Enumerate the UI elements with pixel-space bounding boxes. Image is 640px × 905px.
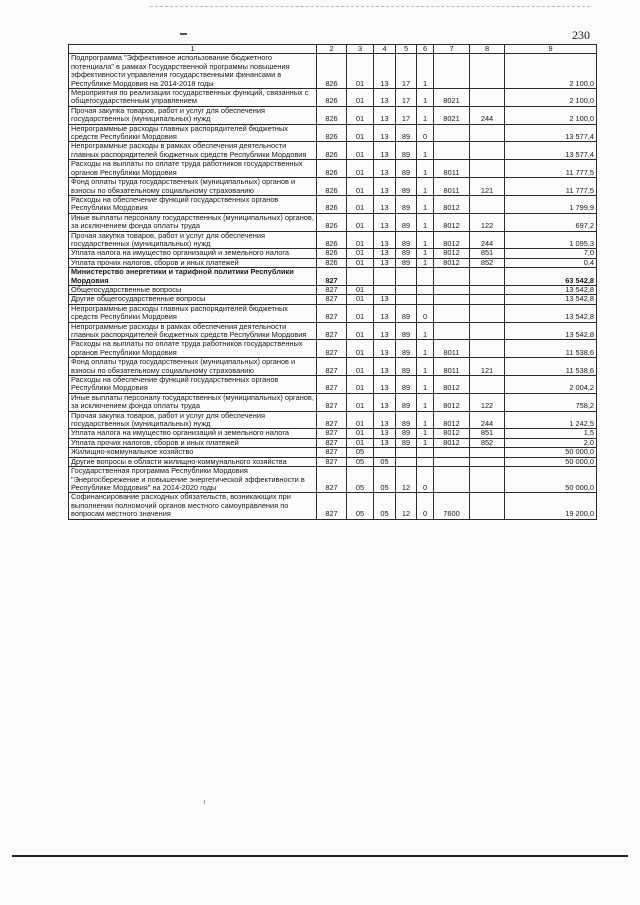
row-code: 13 [374, 195, 396, 213]
row-code: 826 [317, 195, 347, 213]
row-code: 826 [317, 178, 347, 196]
row-code: 826 [317, 106, 347, 124]
row-code: 827 [317, 304, 347, 322]
row-code: 827 [317, 448, 347, 457]
row-amount: 50 000,0 [505, 467, 597, 493]
row-code [470, 304, 505, 322]
row-code: 826 [317, 231, 347, 249]
table-row [69, 376, 597, 394]
row-amount: 13 542,8 [505, 304, 597, 322]
row-code: 13 [374, 231, 396, 249]
row-label: Уплата прочих налогов, сборов и иных платежей [69, 258, 317, 267]
row-code: 8021 [434, 89, 470, 107]
row-code [434, 457, 470, 466]
row-code: 0 [417, 304, 434, 322]
row-code: 8012 [434, 231, 470, 249]
row-code: 0 [417, 493, 434, 519]
row-amount: 1 799,9 [505, 195, 597, 213]
row-code [374, 285, 396, 294]
row-code: 89 [396, 438, 417, 447]
row-code: 1 [417, 438, 434, 447]
row-code: 1 [417, 54, 434, 89]
row-code [470, 448, 505, 457]
row-code: 13 [374, 258, 396, 267]
header-cell: 5 [396, 45, 417, 54]
row-code: 89 [396, 429, 417, 438]
row-code: 13 [374, 322, 396, 340]
row-code: 13 [374, 438, 396, 447]
row-code [434, 142, 470, 160]
row-code: 13 [374, 429, 396, 438]
row-code: 827 [317, 268, 347, 286]
row-amount: 11 777,5 [505, 160, 597, 178]
table-row [69, 249, 597, 258]
row-amount: 0,4 [505, 258, 597, 267]
row-code: 8011 [434, 160, 470, 178]
page-bottom-rule [12, 855, 628, 857]
row-label: Подпрограмма "Эффективное использование бюджетного потенциала" в рамках Государственной программы повышения эффективности управления государственными финансами в Республике Мордовия на 2014-2018 годы [69, 54, 317, 89]
row-label: Уплата прочих налогов, сборов и иных платежей [69, 438, 317, 447]
row-amount: 50 000,0 [505, 448, 597, 457]
row-code: 8012 [434, 376, 470, 394]
row-code: 826 [317, 213, 347, 231]
row-code: 89 [396, 340, 417, 358]
row-code: 852 [470, 258, 505, 267]
row-code: 1 [417, 376, 434, 394]
row-code: 7600 [434, 493, 470, 519]
row-code: 1 [417, 142, 434, 160]
row-code: 01 [347, 322, 374, 340]
row-label: Непрограммные расходы главных распорядителей бюджетных средств Республики Мордовия [69, 124, 317, 142]
row-code: 1 [417, 195, 434, 213]
row-code [470, 195, 505, 213]
row-code: 827 [317, 467, 347, 493]
row-code: 826 [317, 142, 347, 160]
row-label: Уплата налога на имущество организаций и земельного налога [69, 429, 317, 438]
row-code: 01 [347, 231, 374, 249]
row-code: 13 [374, 124, 396, 142]
row-code [374, 448, 396, 457]
row-code: 13 [374, 142, 396, 160]
table-row [69, 142, 597, 160]
table-row [69, 393, 597, 411]
row-code [434, 448, 470, 457]
row-code [434, 54, 470, 89]
row-code: 01 [347, 376, 374, 394]
header-cell: 3 [347, 45, 374, 54]
row-code [396, 285, 417, 294]
row-code [470, 322, 505, 340]
row-code: 121 [470, 178, 505, 196]
row-label: Расходы на выплаты по оплате труда работников государственных органов Республики Мордовия [69, 160, 317, 178]
row-code [470, 142, 505, 160]
row-code: 13 [374, 54, 396, 89]
row-code [470, 467, 505, 493]
row-code: 244 [470, 106, 505, 124]
row-code: 1 [417, 393, 434, 411]
row-code: 1 [417, 358, 434, 376]
row-code [434, 285, 470, 294]
row-code: 13 [374, 393, 396, 411]
table-row [69, 258, 597, 267]
row-code: 17 [396, 106, 417, 124]
row-code [417, 285, 434, 294]
row-label: Иные выплаты персоналу государственных (муниципальных) органов, за исключением фонда оплаты труда [69, 213, 317, 231]
scan-speck [204, 800, 205, 804]
row-code [470, 124, 505, 142]
row-code: 01 [347, 285, 374, 294]
row-code: 827 [317, 340, 347, 358]
table-row [69, 106, 597, 124]
table-row [69, 54, 597, 89]
row-code: 01 [347, 89, 374, 107]
row-amount: 7,0 [505, 249, 597, 258]
row-code: 13 [374, 213, 396, 231]
row-code [434, 304, 470, 322]
row-code: 1 [417, 322, 434, 340]
scan-top-line [150, 6, 590, 7]
row-amount: 2 004,2 [505, 376, 597, 394]
table-row [69, 124, 597, 142]
table-body [69, 54, 597, 519]
row-code: 01 [347, 340, 374, 358]
row-amount: 1,5 [505, 429, 597, 438]
row-code: 17 [396, 54, 417, 89]
row-code: 17 [396, 89, 417, 107]
row-code: 01 [347, 142, 374, 160]
row-code: 827 [317, 376, 347, 394]
page-number: 230 [572, 28, 590, 42]
row-code: 827 [317, 493, 347, 519]
row-code [470, 457, 505, 466]
row-code [434, 467, 470, 493]
header-cell: 8 [470, 45, 505, 54]
row-code: 01 [347, 106, 374, 124]
row-code: 827 [317, 322, 347, 340]
row-label: Фонд оплаты труда государственных (муниципальных) органов и взносы по обязательному социальному страхованию [69, 358, 317, 376]
row-code: 89 [396, 322, 417, 340]
row-code: 89 [396, 258, 417, 267]
row-code: 8011 [434, 340, 470, 358]
row-code: 01 [347, 160, 374, 178]
row-code [396, 448, 417, 457]
table-row [69, 160, 597, 178]
row-code: 827 [317, 438, 347, 447]
row-code: 1 [417, 429, 434, 438]
row-code: 12 [396, 493, 417, 519]
row-code: 1 [417, 231, 434, 249]
row-code: 05 [347, 457, 374, 466]
row-code: 827 [317, 393, 347, 411]
row-code: 0 [417, 467, 434, 493]
row-code: 122 [470, 213, 505, 231]
row-amount: 11 538,6 [505, 358, 597, 376]
row-code [374, 268, 396, 286]
header-cell: 4 [374, 45, 396, 54]
row-code: 8012 [434, 249, 470, 258]
row-amount: 13 577,4 [505, 124, 597, 142]
row-code: 05 [347, 448, 374, 457]
row-code [470, 160, 505, 178]
table-row [69, 322, 597, 340]
row-code: 827 [317, 429, 347, 438]
row-code: 05 [347, 493, 374, 519]
row-amount: 2 100,0 [505, 54, 597, 89]
header-cell: 9 [505, 45, 597, 54]
row-code: 89 [396, 411, 417, 429]
row-code: 827 [317, 457, 347, 466]
header-row [69, 45, 597, 54]
row-code: 13 [374, 376, 396, 394]
row-code: 01 [347, 411, 374, 429]
table-row [69, 358, 597, 376]
row-code: 826 [317, 249, 347, 258]
row-code: 13 [374, 106, 396, 124]
row-amount: 19 200,0 [505, 493, 597, 519]
header-cell: 1 [69, 45, 317, 54]
row-label: Общегосударственные вопросы [69, 285, 317, 294]
scan-mark [180, 33, 187, 35]
row-code [417, 268, 434, 286]
table-row [69, 457, 597, 466]
row-amount: 13 542,8 [505, 285, 597, 294]
row-code: 05 [374, 457, 396, 466]
row-code [347, 268, 374, 286]
row-code: 01 [347, 358, 374, 376]
row-code: 1 [417, 106, 434, 124]
header-cell: 2 [317, 45, 347, 54]
row-code [396, 457, 417, 466]
row-code: 89 [396, 124, 417, 142]
row-code: 13 [374, 411, 396, 429]
header-cell: 7 [434, 45, 470, 54]
row-code [470, 295, 505, 304]
row-amount: 697,2 [505, 213, 597, 231]
row-code [434, 268, 470, 286]
row-label: Расходы на выплаты по оплате труда работников государственных органов Республики Мордовия [69, 340, 317, 358]
row-code [417, 295, 434, 304]
row-code: 8011 [434, 358, 470, 376]
row-code [434, 322, 470, 340]
row-label: Другие вопросы в области жилищно-коммунального хозяйства [69, 457, 317, 466]
row-code: 89 [396, 142, 417, 160]
row-label: Другие общегосударственные вопросы [69, 295, 317, 304]
row-label: Жилищно-коммунальное хозяйство [69, 448, 317, 457]
row-amount: 758,2 [505, 393, 597, 411]
row-code: 05 [374, 467, 396, 493]
budget-table [68, 44, 597, 520]
table-row [69, 89, 597, 107]
row-code: 89 [396, 213, 417, 231]
row-code: 8012 [434, 195, 470, 213]
row-code [470, 268, 505, 286]
row-amount: 2 100,0 [505, 89, 597, 107]
table-row [69, 195, 597, 213]
row-code: 01 [347, 195, 374, 213]
row-amount: 2,0 [505, 438, 597, 447]
row-label: Прочая закупка товаров, работ и услуг для обеспечения государственных (муниципальных) нужд [69, 106, 317, 124]
row-label: Прочая закупка товаров, работ и услуг для обеспечения государственных (муниципальных) нужд [69, 231, 317, 249]
row-label: Государственная программа Республики Мордовия "Энергосбережение и повышение энергетической эффективности в Республике Мордовия" на 2014-2020 годы [69, 467, 317, 493]
row-code: 13 [374, 89, 396, 107]
table-row [69, 467, 597, 493]
row-code [396, 268, 417, 286]
row-label: Министерство энергетики и тарифной политики Республики Мордовия [69, 268, 317, 286]
row-code: 826 [317, 160, 347, 178]
row-code [417, 448, 434, 457]
table-row [69, 268, 597, 286]
row-code: 826 [317, 89, 347, 107]
row-code: 827 [317, 411, 347, 429]
row-code: 89 [396, 178, 417, 196]
row-code: 89 [396, 195, 417, 213]
row-code: 01 [347, 124, 374, 142]
row-code: 827 [317, 358, 347, 376]
row-code: 89 [396, 249, 417, 258]
row-amount: 13 577,4 [505, 142, 597, 160]
row-code: 8012 [434, 438, 470, 447]
row-code: 1 [417, 340, 434, 358]
row-code: 8011 [434, 178, 470, 196]
row-code: 244 [470, 411, 505, 429]
table-row [69, 285, 597, 294]
row-code [470, 493, 505, 519]
row-code: 01 [347, 249, 374, 258]
row-label: Иные выплаты персоналу государственных (муниципальных) органов, за исключением фонда оплаты труда [69, 393, 317, 411]
row-code: 8012 [434, 411, 470, 429]
row-code [470, 285, 505, 294]
row-code [470, 376, 505, 394]
row-code: 01 [347, 258, 374, 267]
row-code: 122 [470, 393, 505, 411]
row-code [470, 89, 505, 107]
row-code: 1 [417, 258, 434, 267]
table-row [69, 231, 597, 249]
row-code: 01 [347, 429, 374, 438]
row-code: 89 [396, 358, 417, 376]
row-code: 1 [417, 249, 434, 258]
row-code: 12 [396, 467, 417, 493]
row-code: 13 [374, 358, 396, 376]
row-code: 8012 [434, 213, 470, 231]
row-label: Непрограммные расходы в рамках обеспечения деятельности главных распорядителей бюджетных средств Республики Мордовия [69, 322, 317, 340]
row-code: 8012 [434, 258, 470, 267]
table-row [69, 411, 597, 429]
row-label: Расходы на обеспечение функций государственных органов Республики Мордовия [69, 195, 317, 213]
row-label: Расходы на обеспечение функций государственных органов Республики Мордовия [69, 376, 317, 394]
row-code: 13 [374, 178, 396, 196]
row-code: 8012 [434, 393, 470, 411]
table-row [69, 493, 597, 519]
row-amount: 50 000,0 [505, 457, 597, 466]
row-label: Софинансирование расходных обязательств, возникающих при выполнении полномочий органов местного самоуправления по вопросам местного значения [69, 493, 317, 519]
row-code: 05 [347, 467, 374, 493]
row-amount: 2 100,0 [505, 106, 597, 124]
row-code: 1 [417, 213, 434, 231]
row-label: Уплата налога на имущество организаций и земельного налога [69, 249, 317, 258]
row-code: 1 [417, 178, 434, 196]
row-amount: 63 542,8 [505, 268, 597, 286]
table-row [69, 438, 597, 447]
row-code: 05 [374, 493, 396, 519]
row-code: 244 [470, 231, 505, 249]
row-amount: 1 242,5 [505, 411, 597, 429]
row-code: 827 [317, 285, 347, 294]
row-code: 89 [396, 304, 417, 322]
row-code: 01 [347, 393, 374, 411]
table-row [69, 340, 597, 358]
row-label: Прочая закупка товаров, работ и услуг для обеспечения государственных (муниципальных) нужд [69, 411, 317, 429]
row-code: 01 [347, 304, 374, 322]
row-amount: 13 542,8 [505, 322, 597, 340]
row-code: 1 [417, 160, 434, 178]
table-row [69, 304, 597, 322]
table-row [69, 448, 597, 457]
row-label: Непрограммные расходы в рамках обеспечения деятельности главных распорядителей бюджетных средств Республики Мордовия [69, 142, 317, 160]
row-code: 851 [470, 249, 505, 258]
table-row [69, 429, 597, 438]
row-code: 89 [396, 231, 417, 249]
row-code [417, 457, 434, 466]
row-code [470, 54, 505, 89]
row-code: 827 [317, 295, 347, 304]
row-code: 8021 [434, 106, 470, 124]
row-code: 01 [347, 438, 374, 447]
row-code: 01 [347, 295, 374, 304]
row-code: 01 [347, 54, 374, 89]
row-code: 89 [396, 376, 417, 394]
row-code: 13 [374, 160, 396, 178]
row-code: 1 [417, 89, 434, 107]
row-code: 121 [470, 358, 505, 376]
row-code: 13 [374, 295, 396, 304]
header-cell: 6 [417, 45, 434, 54]
row-code: 1 [417, 411, 434, 429]
row-code [434, 295, 470, 304]
row-amount: 1 095,3 [505, 231, 597, 249]
table-row [69, 295, 597, 304]
row-code: 852 [470, 438, 505, 447]
row-code [434, 124, 470, 142]
row-code: 851 [470, 429, 505, 438]
row-code: 01 [347, 178, 374, 196]
row-code: 0 [417, 124, 434, 142]
row-code [470, 340, 505, 358]
row-label: Фонд оплаты труда государственных (муниципальных) органов и взносы по обязательному социальному страхованию [69, 178, 317, 196]
row-amount: 11 538,6 [505, 340, 597, 358]
row-code: 826 [317, 124, 347, 142]
table-row [69, 213, 597, 231]
row-code: 13 [374, 340, 396, 358]
row-code: 01 [347, 213, 374, 231]
table-row [69, 178, 597, 196]
row-label: Мероприятия по реализации государственных функций, связанных с общегосударственным управлением [69, 89, 317, 107]
row-code: 826 [317, 258, 347, 267]
row-label: Непрограммные расходы главных распорядителей бюджетных средств Республики Мордовия [69, 304, 317, 322]
row-code: 89 [396, 160, 417, 178]
row-code: 826 [317, 54, 347, 89]
row-code: 89 [396, 393, 417, 411]
row-amount: 11 777,5 [505, 178, 597, 196]
row-amount: 13 542,8 [505, 295, 597, 304]
row-code: 8012 [434, 429, 470, 438]
row-code [396, 295, 417, 304]
row-code: 13 [374, 249, 396, 258]
row-code: 13 [374, 304, 396, 322]
